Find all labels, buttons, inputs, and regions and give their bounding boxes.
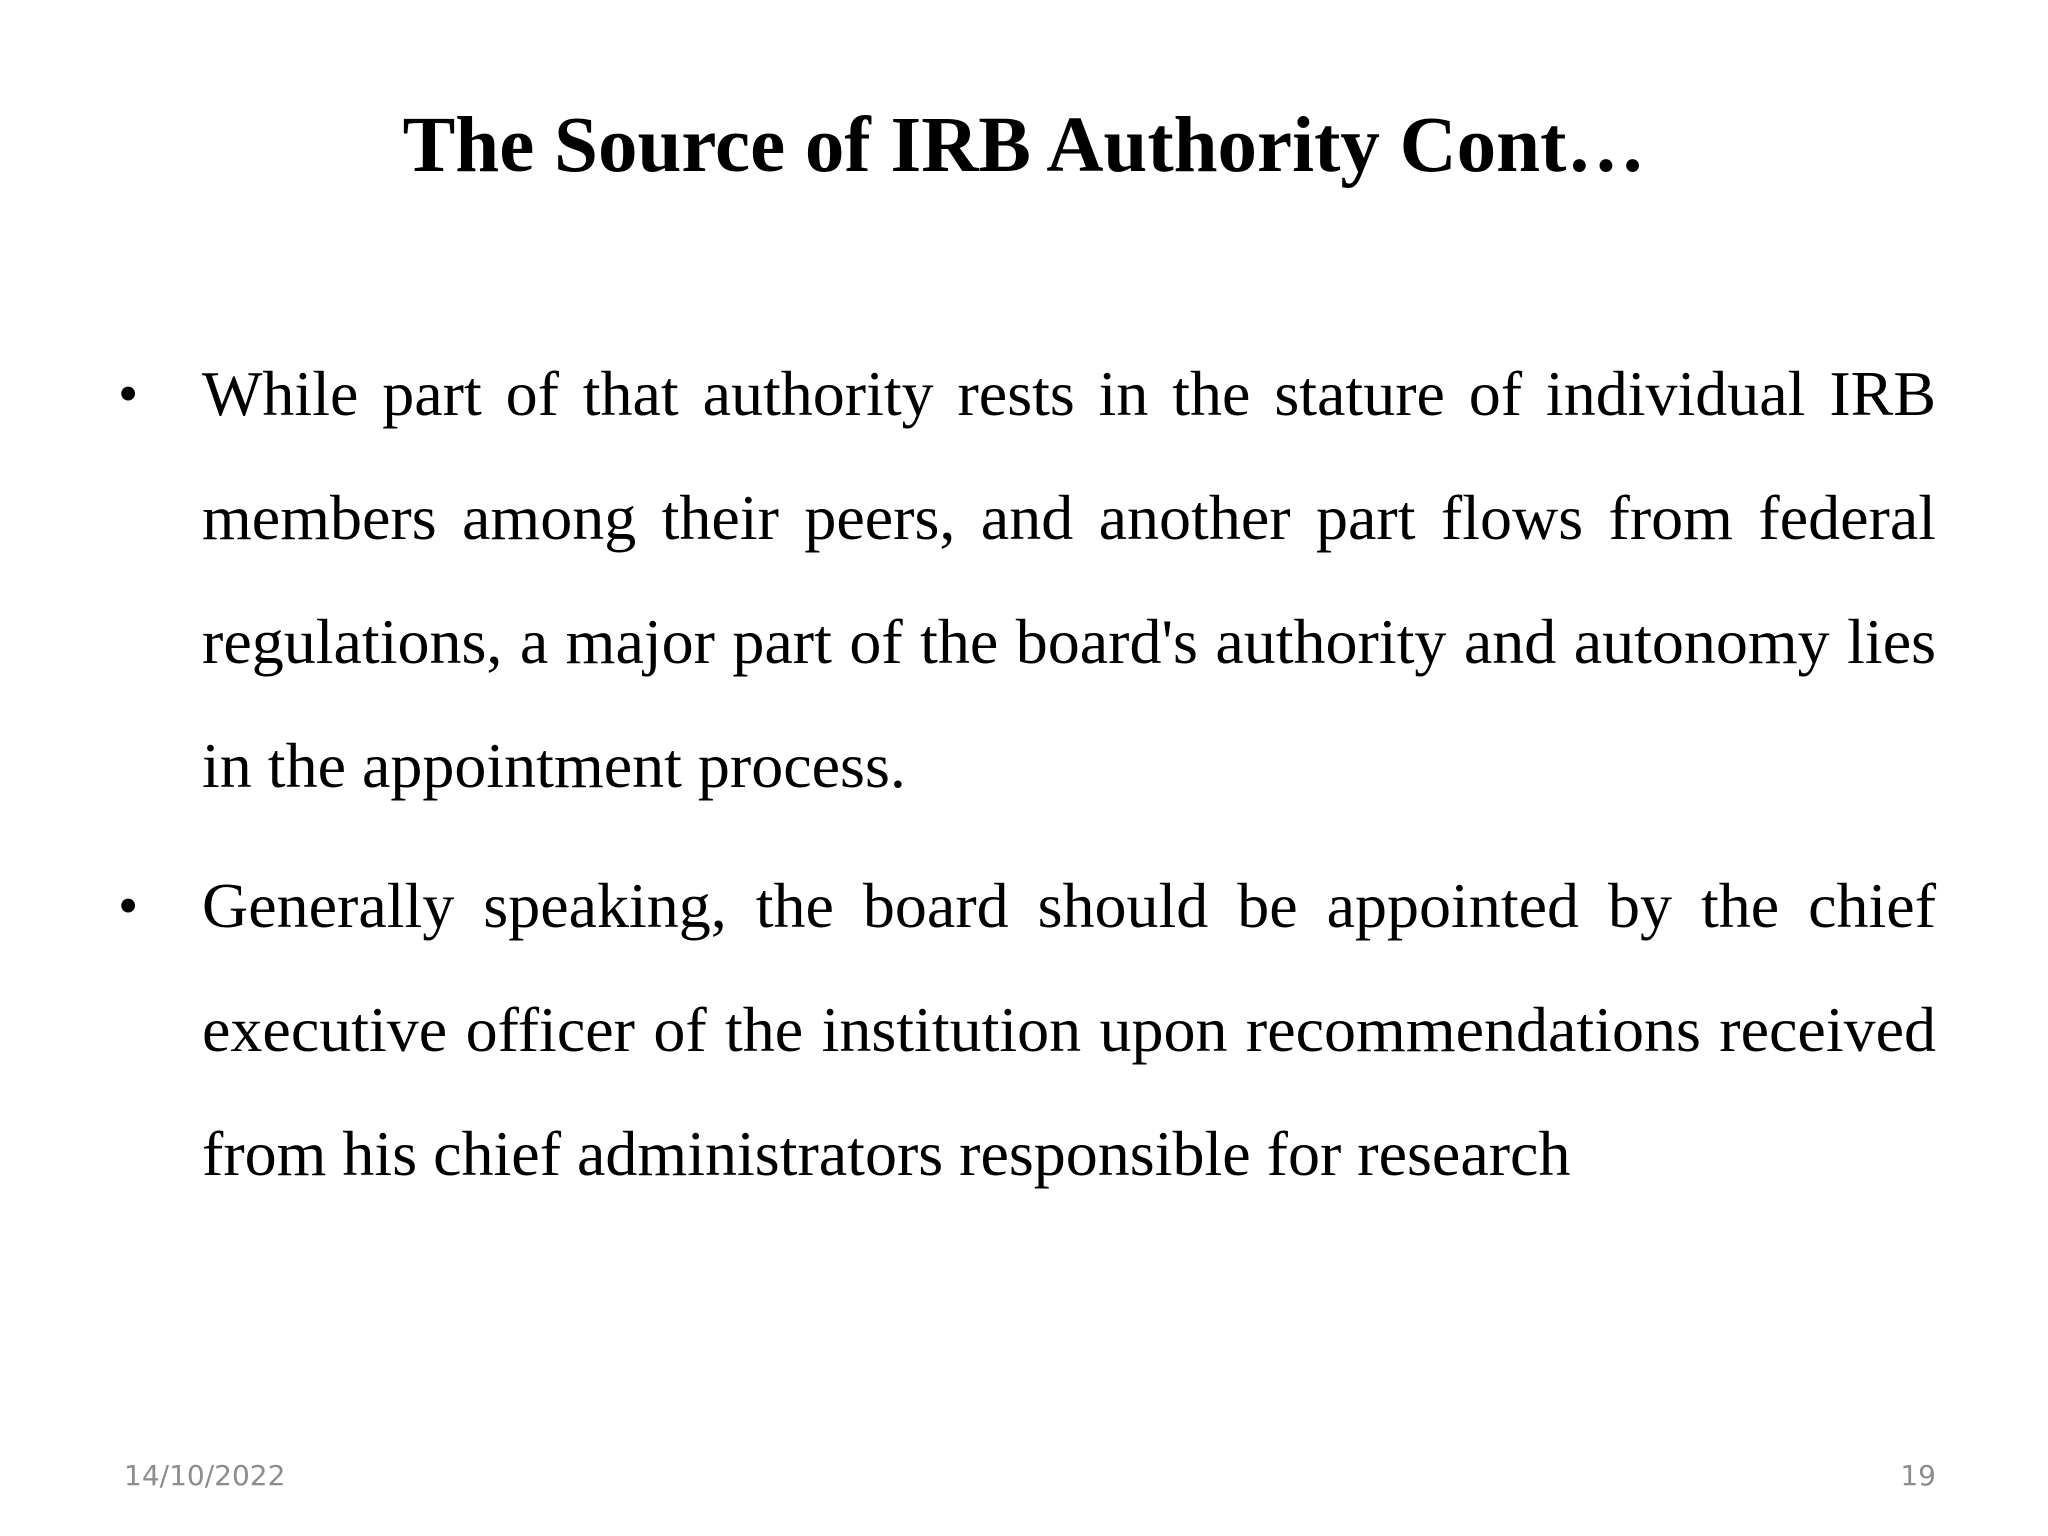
bullet-list — [118, 332, 1936, 1232]
bullet-icon: • — [118, 873, 139, 938]
bullet-item — [118, 332, 1936, 828]
bullet-text: While part of that authority rests in the stature of individual IRB members among their peers, and another part flows from federal regulations, a major part of the board's authority and autonomy lies in the appointment process. — [202, 358, 1936, 801]
footer-date: 14/10/2022 — [124, 1459, 286, 1492]
page-number: 19 — [1900, 1459, 1936, 1492]
slide-title: The Source of IRB Authority Cont… — [402, 102, 1646, 189]
bullet-item — [118, 844, 1936, 1216]
bullet-text: Generally speaking, the board should be appointed by the chief executive officer of the institution upon recommendations received from his chief administrators responsible for research — [202, 870, 1936, 1189]
bullet-icon: • — [118, 361, 139, 426]
